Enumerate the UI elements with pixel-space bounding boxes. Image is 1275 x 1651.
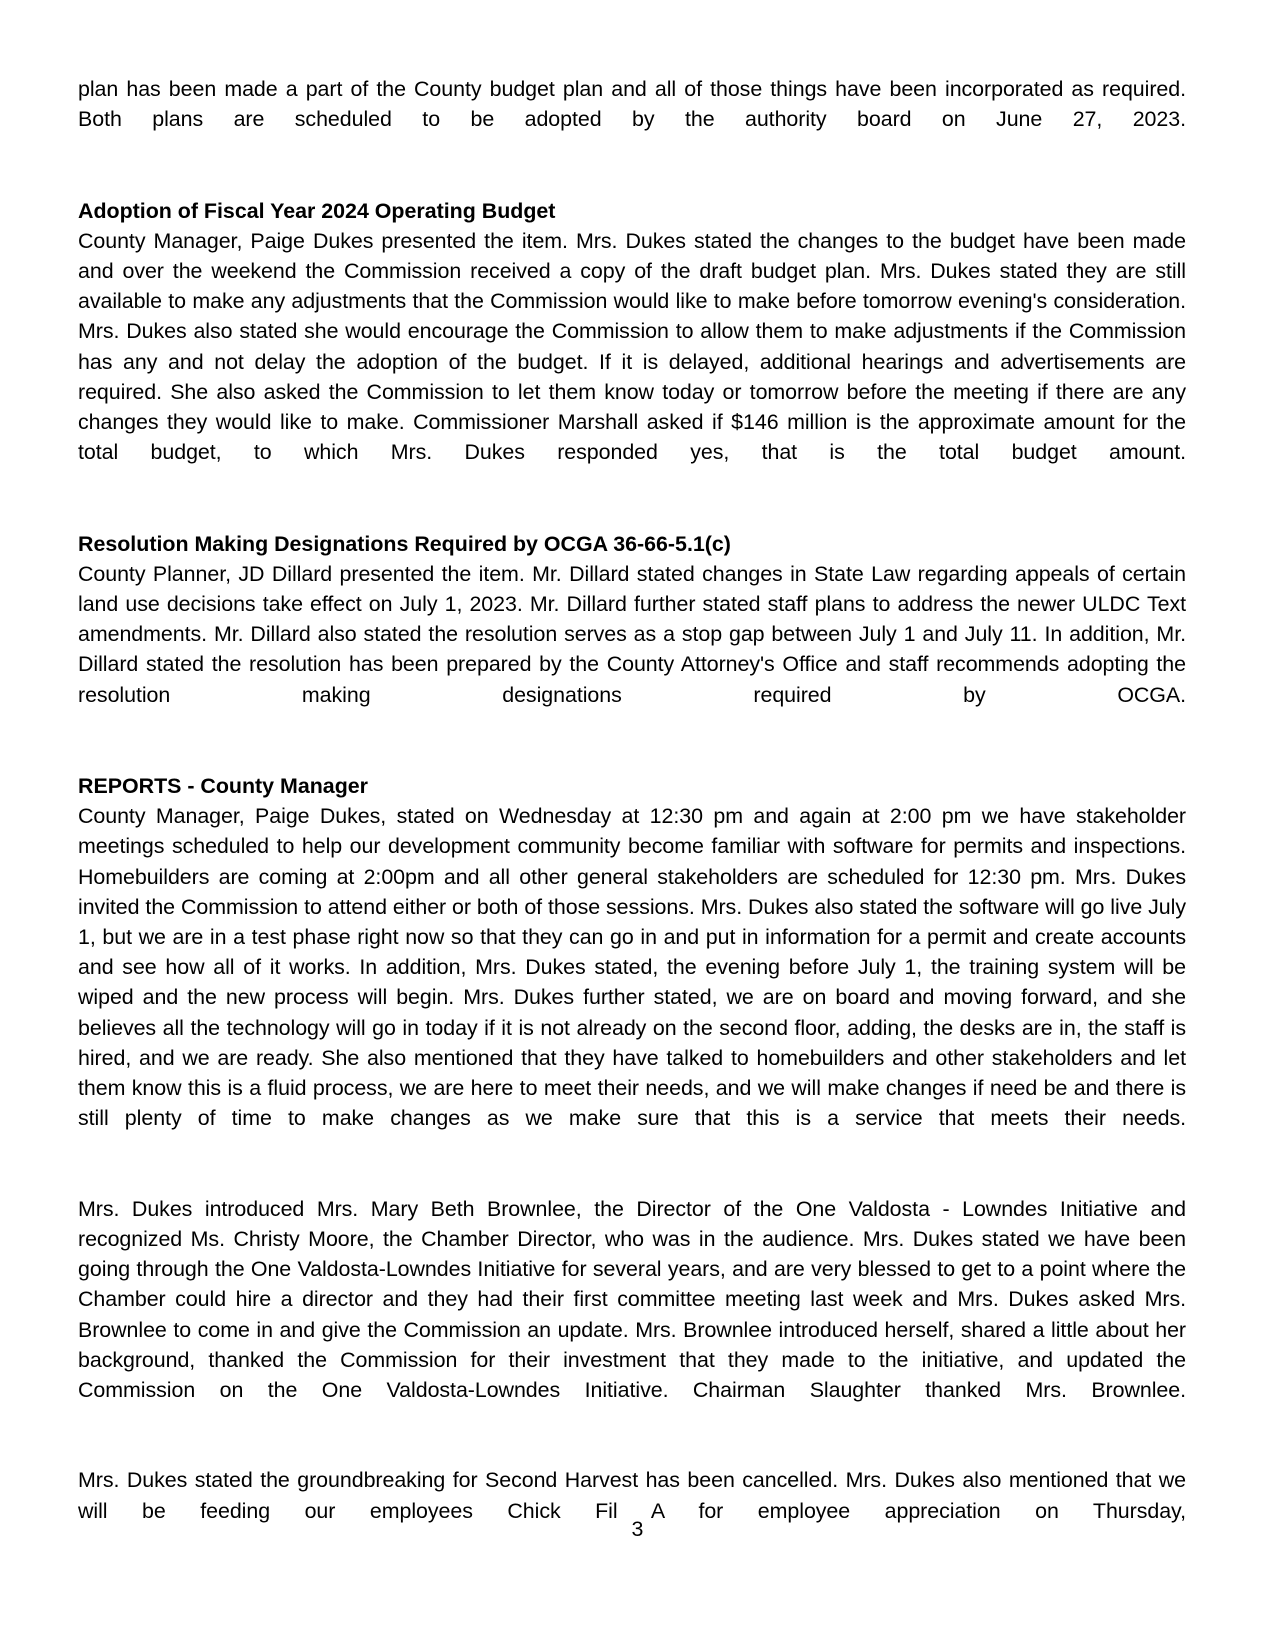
paragraph-one-valdosta-lowndes-initiative: Mrs. Dukes introduced Mrs. Mary Beth Brownlee, the Director of the One Valdosta - Lowndes Initiative and recognized Ms. Christy Moore, the Chamber Director, who was in the audience. Mrs. Dukes stated we have been going through the One Valdosta-Lowndes Initiative for several years, and are very blessed to get to a point where the Chamber could hire a director and they had their first committee meeting last week and Mrs. Dukes asked Mrs. Brownlee to come in and give the Commission an update. Mrs. Brownlee introduced herself, shared a little about her background, thanked the Commission for their investment that they made to the initiative, and updated the Commission on the One Valdosta-Lowndes Initiative. Chairman Slaughter thanked Mrs. Brownlee. bbox=[78, 1196, 1186, 1402]
heading-adoption-fiscal-year-2024-operating-budget: Adoption of Fiscal Year 2024 Operating Budget bbox=[78, 198, 556, 223]
document-body bbox=[78, 74, 1186, 1556]
paragraph-resolution-discussion: County Planner, JD Dillard presented the item. Mr. Dillard stated changes in State Law regarding appeals of certain land use decisions take effect on July 1, 2023. Mr. Dillard further stated staff plans to address the newer ULDC Text amendments. Mr. Dillard also stated the resolution serves as a stop gap between July 1 and July 11. In addition, Mr. Dillard stated the resolution has been prepared by the County Attorney's Office and staff recommends adopting the resolution making designations required by OCGA. bbox=[78, 561, 1186, 707]
heading-resolution-making-designations: Resolution Making Designations Required by OCGA 36-66-5.1(c) bbox=[78, 531, 731, 556]
paragraph-operating-budget-discussion: County Manager, Paige Dukes presented the item. Mrs. Dukes stated the changes to the budget have been made and over the weekend the Commission received a copy of the draft budget plan. Mrs. Dukes stated they are still available to make any adjustments that the Commission would like to make before tomorrow evening's consideration. Mrs. Dukes also stated she would encourage the Commission to allow them to make adjustments if the Commission has any and not delay the adoption of the budget. If it is delayed, additional hearings and advertisements are required. She also asked the Commission to let them know today or tomorrow before the meeting if there are any changes they would like to make. Commissioner Marshall asked if $146 million is the approximate amount for the total budget, to which Mrs. Dukes responded yes, that is the total budget amount. bbox=[78, 228, 1186, 465]
paragraph-second-harvest-groundbreaking: Mrs. Dukes stated the groundbreaking for Second Harvest has been cancelled. Mrs. Dukes also mentioned that we will be feeding our employees Chick Fil A for employee appreciation on Thursday, bbox=[78, 1468, 1186, 1523]
paragraph-county-manager-report: County Manager, Paige Dukes, stated on Wednesday at 12:30 pm and again at 2:00 pm we have stakeholder meetings scheduled to help our development community become familiar with software for permits and inspections. Homebuilders are coming at 2:00pm and all other general stakeholders are scheduled for 12:30 pm. Mrs. Dukes invited the Commission to attend either or both of those sessions. Mrs. Dukes also stated the software will go live July 1, but we are in a test phase right now so that they can go in and put in information for a permit and create accounts and see how all of it works. In addition, Mrs. Dukes stated, the evening before July 1, the training system will be wiped and the new process will begin. Mrs. Dukes further stated, we are on board and moving forward, and she believes all the technology will go in today if it is not already on the second floor, adding, the desks are in, the staff is hired, and we are ready. She also mentioned that they have talked to homebuilders and other stakeholders and let them know this is a fluid process, we are here to meet their needs, and we will make changes if need be and there is still plenty of time to make changes as we make sure that this is a service that meets their needs. bbox=[78, 804, 1186, 1131]
heading-reports-county-manager: REPORTS - County Manager bbox=[78, 774, 368, 799]
paragraph-continuation-budget-plan: plan has been made a part of the County budget plan and all of those things have been incorporated as required. Both plans are scheduled to be adopted by the authority board on June 27, 2023. bbox=[78, 77, 1186, 132]
page-number: 3 bbox=[631, 1517, 644, 1541]
